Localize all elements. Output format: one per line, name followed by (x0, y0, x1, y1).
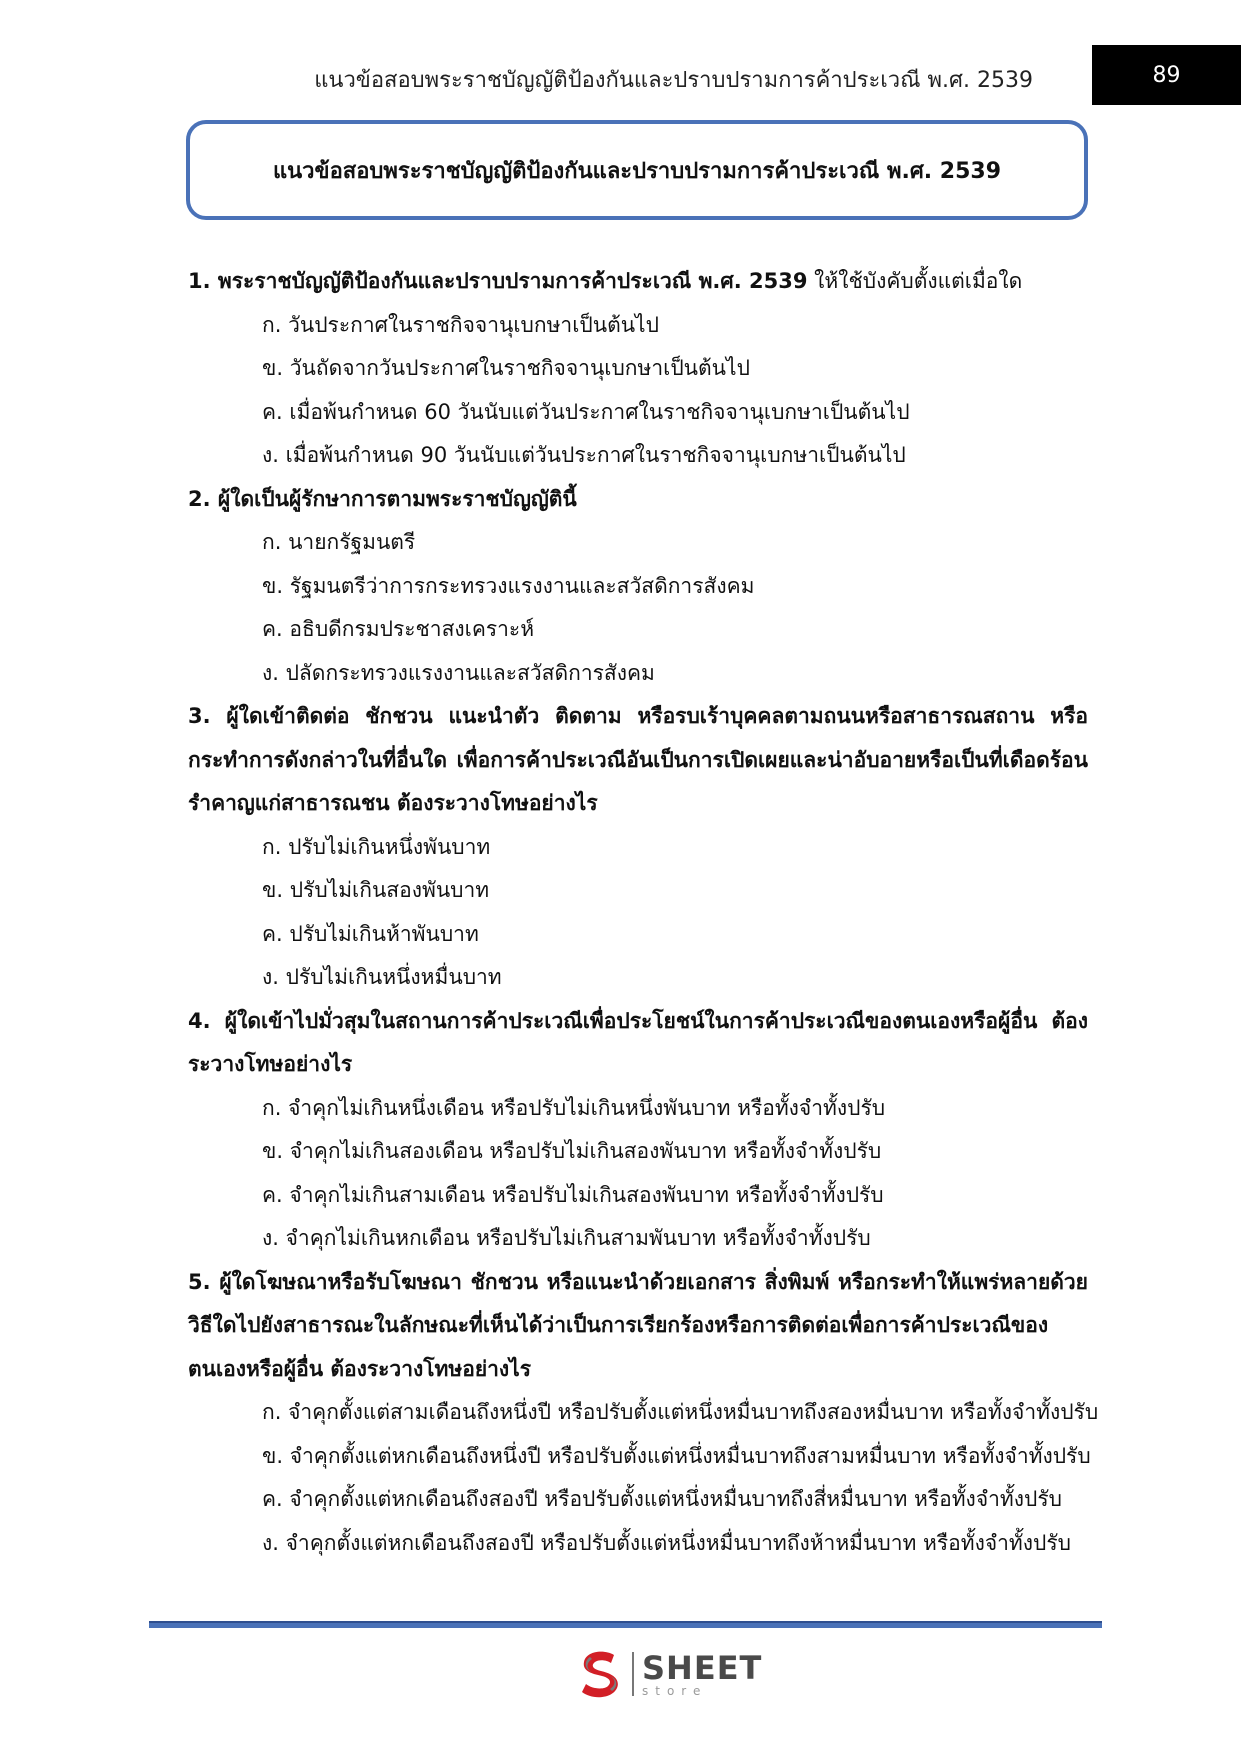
answer-option: ค. เมื่อพ้นกำหนด 60 วันนับแต่วันประกาศในราชกิจจานุเบกษาเป็นต้นไป (262, 399, 910, 424)
answer-option: ข. จำคุกตั้งแต่หกเดือนถึงหนึ่งปี หรือปรับตั้งแต่หนึ่งหมื่นบาทถึงสามหมื่นบาท หรือทั้งจำทั้งปรับ (262, 1443, 1091, 1468)
answer-option: ง. จำคุกไม่เกินหกเดือน หรือปรับไม่เกินสามพันบาท หรือทั้งจำทั้งปรับ (262, 1226, 871, 1250)
question-text-bold: 1. พระราชบัญญัติป้องกันและปราบปรามการค้าประเวณี พ.ศ. 2539 (188, 269, 808, 293)
answer-option: ค. จำคุกไม่เกินสามเดือน หรือปรับไม่เกินสองพันบาท หรือทั้งจำทั้งปรับ (262, 1182, 884, 1207)
question-text (188, 1261, 1088, 1392)
question-list (188, 260, 1099, 1565)
running-header-title: แนวข้อสอบพระราชบัญญัติป้องกันและปราบปรามการค้าประเวณี พ.ศ. 2539 (314, 68, 1033, 93)
footer-divider (149, 1621, 1102, 1628)
answer-option: ค. ปรับไม่เกินห้าพันบาท (262, 921, 479, 946)
answer-option: ข. วันถัดจากวันประกาศในราชกิจจานุเบกษาเป็นต้นไป (262, 356, 750, 380)
question-text-bold: 3. ผู้ใดเข้าติดต่อ ชักชวน แนะนำตัว ติดตาม หรือรบเร้าบุคคลตามถนนหรือสาธารณสถาน หรือกระทำการดังกล่าวในที่อื่นใด เพื่อการค้าประเวณีอันเป็นการเปิดเผยและน่าอับอายหรือเป็นที่เดือดร้อนรำคาญแก่สาธารณชน ต้องระวางโทษอย่างไร (188, 704, 1088, 815)
question-block (188, 1261, 1099, 1566)
page-number: 89 (1092, 45, 1241, 105)
sheet-store-logo (574, 1646, 762, 1702)
answer-option: ก. ปรับไม่เกินหนึ่งพันบาท (262, 834, 491, 859)
question-text-normal: ให้ใช้บังคับตั้งแต่เมื่อใด (807, 269, 1023, 293)
question-block (188, 478, 1088, 696)
answer-option: ง. จำคุกตั้งแต่หกเดือนถึงสองปี หรือปรับตั้งแต่หนึ่งหมื่นบาทถึงห้าหมื่นบาท หรือทั้งจำทั้งปรับ (262, 1530, 1071, 1555)
title-box (186, 120, 1088, 220)
question-text (188, 260, 1088, 304)
logo-text (642, 1648, 763, 1698)
question-block (188, 695, 1088, 1000)
answer-option: ง. ปรับไม่เกินหนึ่งหมื่นบาท (262, 965, 502, 989)
logo-subword: store (642, 1683, 708, 1698)
answer-option: ก. จำคุกไม่เกินหนึ่งเดือน หรือปรับไม่เกินหนึ่งพันบาท หรือทั้งจำทั้งปรับ (262, 1095, 886, 1120)
logo-divider (632, 1652, 634, 1696)
question-text-bold: 5. ผู้ใดโฆษณาหรือรับโฆษณา ชักชวน หรือแนะนำด้วยเอกสาร สิ่งพิมพ์ หรือกระทำให้แพร่หลายด้วยวิธีใดไปยังสาธารณะในลักษณะที่เห็นได้ว่าเป็นการเรียกร้องหรือการติดต่อเพื่อการค้าประเวณีของตนเองหรือผู้อื่น ต้องระวางโทษอย่างไร (188, 1269, 1088, 1381)
logo-word: SHEET (642, 1648, 763, 1687)
question-text (188, 695, 1088, 826)
question-text (188, 1000, 1088, 1087)
question-text (188, 478, 1088, 522)
question-block (188, 260, 1088, 478)
answer-option: ก. จำคุกตั้งแต่สามเดือนถึงหนึ่งปี หรือปรับตั้งแต่หนึ่งหมื่นบาทถึงสองหมื่นบาท หรือทั้งจำทั้งปรับ (262, 1400, 1099, 1424)
sheet-store-logo-icon (574, 1647, 626, 1701)
answer-option: ข. จำคุกไม่เกินสองเดือน หรือปรับไม่เกินสองพันบาท หรือทั้งจำทั้งปรับ (262, 1139, 882, 1163)
answer-option: ก. วันประกาศในราชกิจจานุเบกษาเป็นต้นไป (262, 312, 659, 337)
question-text-bold: 2. ผู้ใดเป็นผู้รักษาการตามพระราชบัญญัตินี้ (188, 486, 577, 511)
page-title: แนวข้อสอบพระราชบัญญัติป้องกันและปราบปรามการค้าประเวณี พ.ศ. 2539 (272, 158, 1002, 184)
answer-option: ข. ปรับไม่เกินสองพันบาท (262, 878, 490, 902)
question-text-bold: 4. ผู้ใดเข้าไปมั่วสุมในสถานการค้าประเวณีเพื่อประโยชน์ในการค้าประเวณีของตนเองหรือผู้อื่น ต้องระวางโทษอย่างไร (188, 1008, 1088, 1076)
answer-option: ง. ปลัดกระทรวงแรงงานและสวัสดิการสังคม (262, 660, 655, 685)
answer-option: ง. เมื่อพ้นกำหนด 90 วันนับแต่วันประกาศในราชกิจจานุเบกษาเป็นต้นไป (262, 443, 906, 467)
answer-option: ก. นายกรัฐมนตรี (262, 530, 416, 554)
question-block (188, 1000, 1088, 1261)
answer-option: ข. รัฐมนตรีว่าการกระทรวงแรงงานและสวัสดิการสังคม (262, 573, 755, 598)
answer-option: ค. จำคุกตั้งแต่หกเดือนถึงสองปี หรือปรับตั้งแต่หนึ่งหมื่นบาทถึงสี่หมื่นบาท หรือทั้งจำทั้งปรับ (262, 1487, 1062, 1511)
answer-option: ค. อธิบดีกรมประชาสงเคราะห์ (262, 617, 535, 641)
